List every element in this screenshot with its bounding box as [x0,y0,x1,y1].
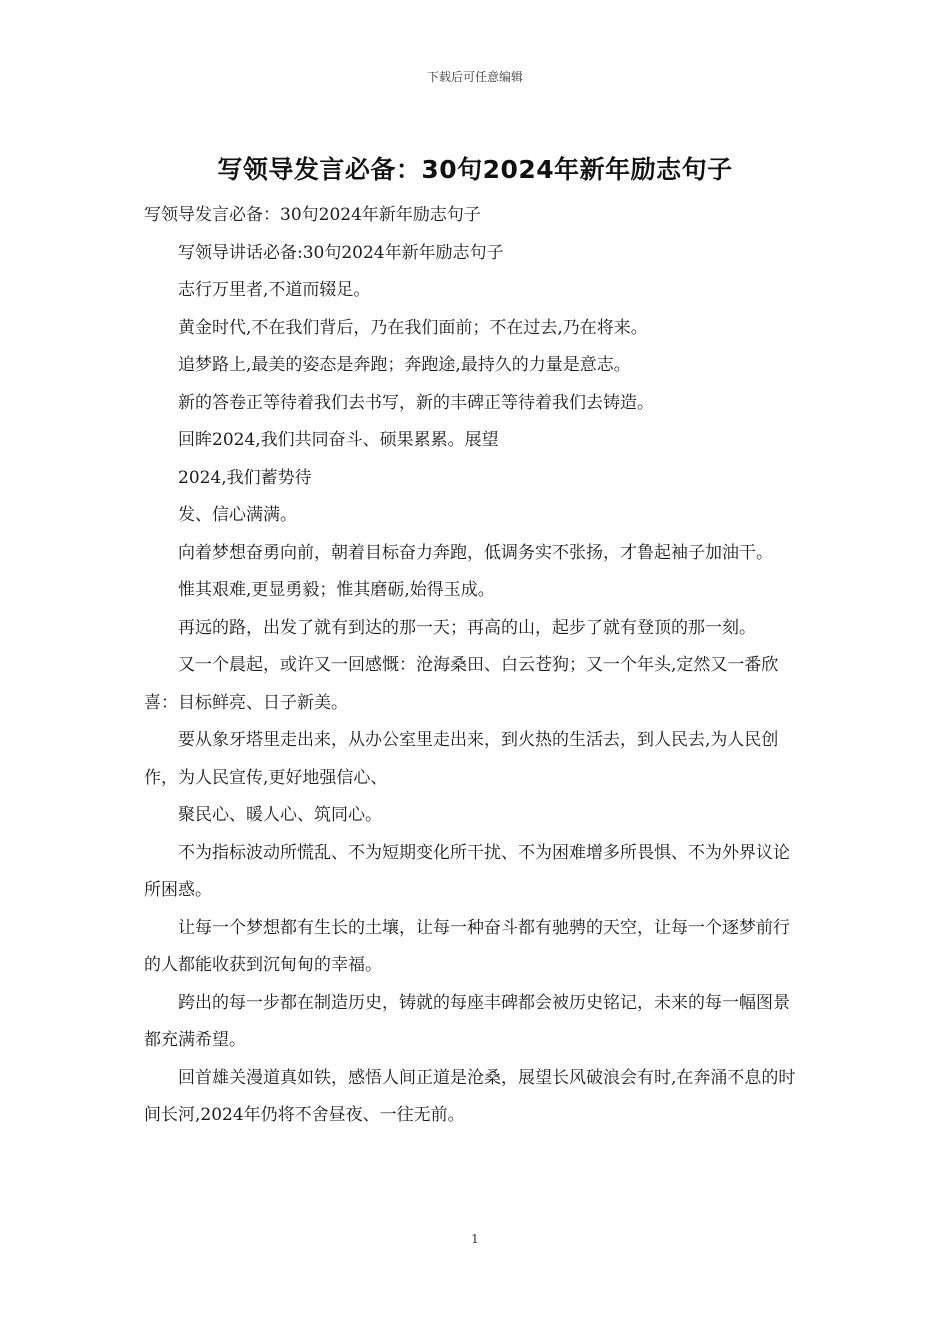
paragraph: 写领导讲话必备:30句2024年新年励志句子 [178,242,504,263]
paragraph: 不为指标波动所慌乱、不为短期变化所干扰、不为困难增多所畏惧、不为外界议论所困惑。 [144,842,790,900]
paragraph: 让每一个梦想都有生长的土壤，让每一种奋斗都有驰骋的天空，让每一个逐梦前行的人都能收获到沉甸甸的幸福。 [144,917,790,975]
paragraph: 再远的路，出发了就有到达的那一天；再高的山，起步了就有登顶的那一刻。 [178,617,756,638]
paragraph: 写领导发言必备：30句2024年新年励志句子 [144,205,481,225]
paragraph: 惟其艰难,更显勇毅；惟其磨砺,始得玉成。 [178,580,495,600]
paragraph: 跨出的每一步都在制造历史，铸就的每座丰碑都会被历史铭记，未来的每一幅图景都充满希望。 [144,992,790,1050]
paragraph: 志行万里者,不道而辍足。 [178,280,371,300]
paragraph: 追梦路上,最美的姿态是奔跑；奔跑途,最持久的力量是意志。 [178,355,631,375]
paragraph: 新的答卷正等待着我们去书写，新的丰碑正等待着我们去铸造。 [178,392,654,413]
paragraph: 黄金时代,不在我们背后，乃在我们面前；不在过去,乃在将来。 [178,317,648,338]
header-note: 下载后可任意编辑 [426,70,523,84]
page-number: 1 [471,1232,479,1246]
paragraph: 回首雄关漫道真如铁，感悟人间正道是沧桑，展望长风破浪会有时,在奔涌不息的时间长河,2024年仍将不舍昼夜、一往无前。 [144,1067,796,1125]
paragraph: 要从象牙塔里走出来，从办公室里走出来，到火热的生活去，到人民去,为人民创作，为人民宣传,更好地强信心、 [144,730,779,788]
paragraph: 发、信心满满。 [178,505,297,525]
paragraph: 2024,我们蓄势待 [178,467,312,488]
document-body [144,197,806,1135]
paragraph: 又一个晨起，或许又一回感慨：沧海桑田、白云苍狗；又一个年头,定然又一番欣喜：目标鲜亮、日子新美。 [144,655,779,713]
paragraph: 向着梦想奋勇向前，朝着目标奋力奔跑，低调务实不张扬，才鲁起袖子加油干。 [178,542,773,563]
paragraph: 聚民心、暖人心、筑同心。 [178,805,382,825]
document-title: 写领导发言必备：30句2024年新年励志句子 [217,155,733,184]
paragraph: 回眸2024,我们共同奋斗、硕果累累。展望 [178,430,499,450]
